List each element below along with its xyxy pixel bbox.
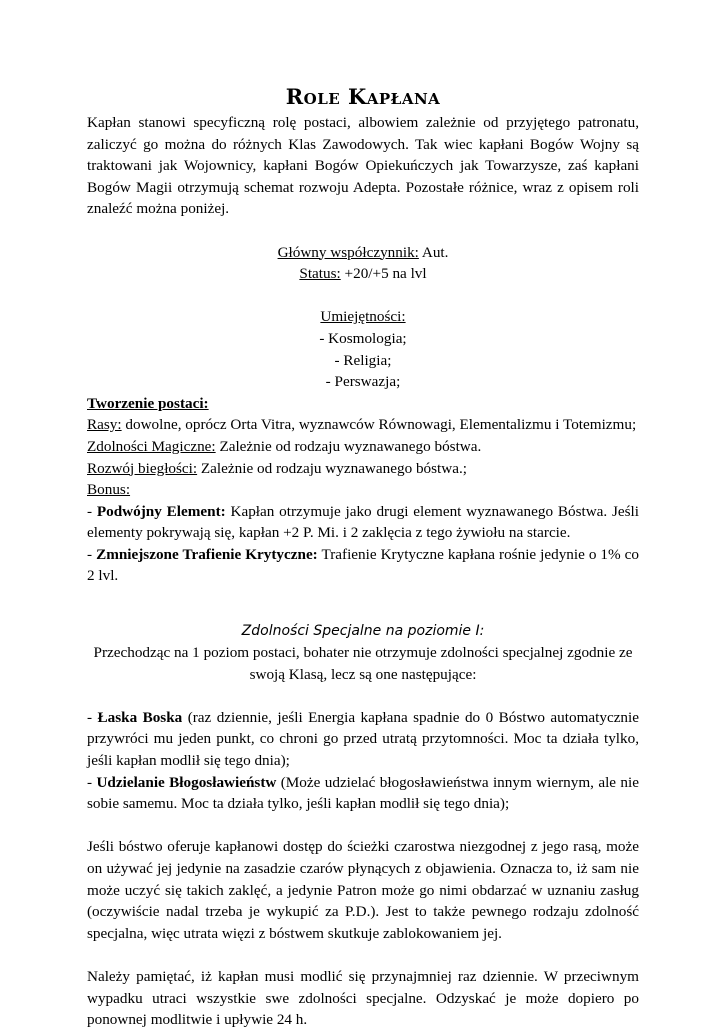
special-name: Udzielanie Błogosławieństw (96, 773, 277, 791)
bonus-name: Zmniejszone Trafienie Krytyczne: (96, 545, 318, 563)
special-name: Łaska Boska (97, 708, 183, 726)
special-item (87, 772, 639, 815)
special-intro: Przechodząc na 1 poziom postaci, bohater nie otrzymuje zdolności specjalnej zgodnie ze swoją Klasą, lecz są one następujące: (93, 644, 633, 683)
skills-heading: Umiejętności: (320, 308, 406, 326)
bonus-text: Trafienie Krytyczne kapłana rośnie jedynie o 1% co 2 lvl. (87, 545, 639, 585)
races-value: dowolne, oprócz Orta Vitra, wyznawców Równowagi, Elementalizmu i Totemizmu; (121, 416, 637, 434)
main-coefficient-label: Główny współczynnik: (277, 243, 419, 261)
special-item (87, 707, 639, 772)
special-text: (Może udzielać błogosławieństwa innym wiernym, ale nie sobie samemu. Moc ta działa tylko, jeśli kapłan modlił się tego dnia); (87, 773, 639, 813)
bonus-text: Kapłan otrzymuje jako drugi element wyznawanego Bóstwa. Jeśli elementy pokrywają się, kapłan +2 P. Mi. i 2 zaklęcia z tego żywiołu na starcie. (87, 502, 639, 542)
races-line (87, 414, 639, 436)
bonus-item (87, 544, 639, 587)
skill-item: - Perswazja; (325, 373, 401, 391)
proficiency-label: Rozwój biegłości: (87, 459, 198, 477)
special-paragraph: Należy pamiętać, iż kapłan musi modlić się przynajmniej raz dziennie. W przeciwnym wypadku utraci wszystkie swe zdolności specjalne. Odzyskać je może dopiero po ponownej modlitwie i upływie 24 h. (87, 967, 639, 1029)
bonus-prefix: - (87, 502, 97, 520)
intro-paragraph: Kapłan stanowi specyficzną rolę postaci, albowiem zależnie od przyjętego patronatu, zaliczyć go można do różnych Klas Zawodowych. Tak wiec kapłani Bogów Wojny są traktowani jak Wojownicy, kapłani Bogów Opiekuńczych jak Towarzysze, zaś kapłani Bogów Magii otrzymują schemat rozwoju Adepta. Pozostałe różnice, wraz z opisem roli znaleźć można poniżej. (87, 114, 639, 218)
magic-line (87, 436, 639, 458)
bonus-label: Bonus: (87, 481, 131, 499)
proficiency-value: Zależnie od rodzaju wyznawanego bóstwa.; (197, 459, 468, 477)
status-label: Status: (299, 265, 341, 283)
main-coefficient-value: Aut. (418, 243, 449, 261)
document-page (87, 84, 639, 1031)
skill-item: - Religia; (334, 351, 392, 369)
bonus-prefix: - (87, 545, 97, 563)
special-heading: Zdolności Specjalne na poziomie I: (241, 623, 485, 640)
main-coefficient (87, 242, 639, 264)
bonus-name: Podwójny Element: (96, 502, 226, 520)
special-paragraph: Jeśli bóstwo oferuje kapłanowi dostęp do ścieżki czarostwa niezgodnej z jego rasą, może on używać jej jedynie na zasadzie czarów płynących z objawienia. Oznacza to, iż sam nie może uczyć się takich zaklęć, a jedynie Patron może go nimi obdarzać w uznaniu zasług (oczywiście nadal trzeba je wykupić za P.D.). Jest to także pewnego rodzaju zdolność specjalna, więc utrata więzi z bóstwem skutkuje zablokowaniem jej. (87, 838, 639, 942)
proficiency-line (87, 458, 639, 480)
creation-heading: Tworzenie postaci: (87, 394, 209, 412)
magic-value: Zależnie od rodzaju wyznawanego bóstwa. (215, 437, 482, 455)
magic-label: Zdolności Magiczne: (87, 437, 216, 455)
status-value: +20/+5 na lvl (340, 265, 427, 283)
bonus-item (87, 501, 639, 544)
page-title: Role Kapłana (285, 84, 441, 109)
special-prefix: - (87, 773, 97, 791)
races-label: Rasy: (87, 416, 122, 434)
status-line (87, 263, 639, 285)
skill-item: - Kosmologia; (319, 329, 407, 347)
special-prefix: - (87, 708, 98, 726)
special-text: (raz dziennie, jeśli Energia kapłana spadnie do 0 Bóstwo automatycznie przywróci mu jeden punkt, co chroni go przed utratą przytomności. Moc ta działa tylko, jeśli kapłan modlił się tego dnia); (87, 708, 639, 770)
